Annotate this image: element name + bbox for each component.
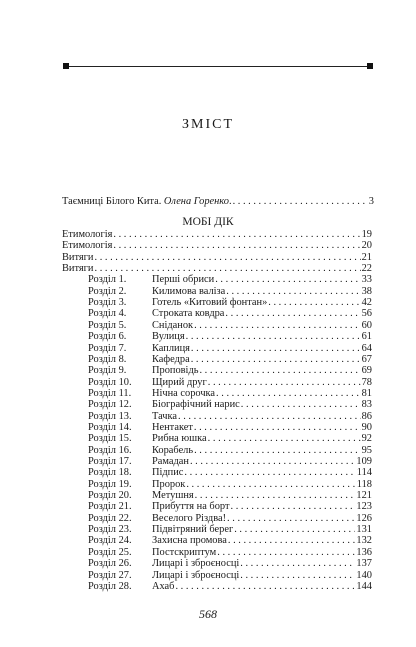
chapter-number: Розділ 8. (88, 353, 127, 365)
leader-dots (240, 558, 355, 570)
toc-entry-label: Витяги (62, 251, 94, 263)
page-title: ЗМІСТ (181, 117, 234, 132)
leader-dots (234, 524, 355, 536)
toc-chapter-entry[interactable] (88, 479, 372, 491)
chapter-number: Розділ 25. (88, 546, 132, 558)
chapter-number: Розділ 20. (88, 490, 132, 502)
leader-dots (194, 422, 361, 434)
leader-dots (113, 240, 360, 252)
toc-chapter-entry[interactable] (88, 331, 372, 343)
toc-chapter-entry[interactable] (88, 513, 372, 525)
chapter-page: 126 (356, 512, 372, 524)
leader-dots (113, 229, 360, 241)
chapter-title: Нічна сорочка (152, 387, 216, 399)
toc-chapter-entry[interactable] (88, 365, 372, 377)
chapter-page: 33 (361, 274, 372, 286)
chapter-title: Строката ковдра (152, 308, 225, 320)
toc-entry[interactable] (62, 229, 372, 241)
chapter-page: 137 (356, 558, 372, 570)
chapter-page: 60 (361, 319, 372, 331)
leader-dots (194, 320, 361, 332)
toc-intro-entry[interactable] (62, 196, 374, 208)
toc-chapter-entry[interactable] (88, 524, 372, 536)
leader-dots (199, 365, 360, 377)
chapter-number: Розділ 11. (88, 387, 132, 399)
chapter-number: Розділ 12. (88, 399, 132, 411)
chapter-title: Захисна промова (152, 535, 227, 547)
chapter-page: 69 (361, 365, 372, 377)
chapter-title: Корабель (152, 444, 194, 456)
section-title: МОБІ ДІК (182, 216, 234, 228)
chapter-title: Нентакет (152, 421, 193, 433)
chapter-title: Постскриптум (152, 546, 217, 558)
chapter-number: Розділ 24. (88, 535, 132, 547)
chapter-title: Лицарі і зброєносці (152, 569, 240, 581)
chapter-number: Розділ 2. (88, 285, 127, 297)
chapter-title: Кафедра (152, 353, 190, 365)
chapter-page: 131 (356, 524, 372, 536)
toc-entry[interactable] (62, 240, 372, 252)
intro-page: 3 (368, 196, 374, 207)
leader-dots (241, 399, 361, 411)
chapter-number: Розділ 18. (88, 467, 132, 479)
toc-chapter-entry[interactable] (88, 297, 372, 309)
toc-entry-page: 20 (361, 240, 372, 252)
leader-dots (175, 581, 355, 593)
leader-dots (215, 274, 360, 286)
toc-chapter-entry[interactable] (88, 501, 372, 513)
toc-chapter-entry[interactable] (88, 377, 372, 389)
toc-chapter-entry[interactable] (88, 535, 372, 547)
toc-chapter-entry[interactable] (88, 467, 372, 479)
chapter-title: Підпис (152, 467, 184, 479)
toc-entry[interactable] (62, 252, 372, 264)
chapter-number: Розділ 6. (88, 331, 127, 343)
chapter-page: 136 (356, 546, 372, 558)
chapter-number: Розділ 3. (88, 297, 127, 309)
toc-chapter-entry[interactable] (88, 570, 372, 582)
chapter-number: Розділ 17. (88, 456, 132, 467)
chapter-title: Рамадан (152, 456, 189, 467)
leader-dots (208, 377, 361, 389)
leader-dots (186, 331, 361, 343)
chapter-title: Біографічний нарис (152, 399, 240, 411)
chapter-number: Розділ 16. (88, 444, 132, 456)
chapter-page: 38 (361, 285, 372, 297)
chapter-page: 140 (356, 569, 372, 581)
leader-dots (95, 252, 361, 264)
toc-chapter-entry[interactable] (88, 320, 372, 332)
leader-dots (216, 388, 361, 400)
leader-dots (228, 535, 356, 547)
chapter-number: Розділ 4. (88, 308, 127, 320)
chapter-number: Розділ 9. (88, 365, 127, 377)
leader-dots (208, 433, 361, 445)
leader-dots (186, 479, 355, 491)
chapter-number: Розділ 5. (88, 319, 127, 331)
chapter-page: 109 (356, 456, 372, 467)
leader-dots (95, 263, 361, 275)
chapter-title: Проповідь (152, 365, 199, 377)
toc-chapter-entry[interactable] (88, 343, 372, 355)
leader-dots (227, 513, 355, 525)
leader-dots (191, 343, 361, 355)
chapter-number: Розділ 26. (88, 558, 132, 570)
toc-chapter-entry[interactable] (88, 433, 372, 445)
toc-entry-page: 21 (361, 251, 372, 263)
toc-chapter-entry[interactable] (88, 581, 372, 593)
leader-dots (225, 308, 360, 320)
chapter-number: Розділ 22. (88, 512, 132, 524)
toc-chapter-entry[interactable] (88, 422, 372, 434)
chapter-title: Лицарі і зброєносці (152, 558, 240, 570)
leader-dots (240, 570, 355, 582)
chapter-page: 114 (356, 467, 372, 479)
chapter-title: Підвітряний берег (152, 524, 234, 536)
chapter-number: Розділ 1. (88, 274, 127, 286)
chapter-title: Каплиця (152, 342, 190, 354)
chapter-page: 81 (361, 387, 372, 399)
leader-dots (217, 547, 355, 559)
chapter-title: Щирий друг (152, 376, 207, 388)
chapter-page: 61 (361, 331, 372, 343)
leader-dots (195, 490, 356, 502)
chapter-number: Розділ 7. (88, 342, 127, 354)
leader-dots (184, 467, 355, 479)
toc-chapter-entry[interactable] (88, 558, 372, 570)
chapter-title: Пророк (152, 478, 186, 490)
chapter-page: 67 (361, 353, 372, 365)
chapter-title: Веселого Різдва! (152, 512, 227, 524)
header-square-left (63, 63, 69, 69)
chapter-page: 78 (361, 376, 372, 388)
chapter-title: Тачка (152, 410, 178, 422)
leader-dots (191, 354, 361, 366)
chapter-title: Готель «Китовий фонтан» (152, 297, 268, 309)
toc-entry-label: Витяги (62, 263, 94, 275)
page-folio: 568 (199, 607, 217, 621)
chapter-page: 86 (361, 410, 372, 422)
toc-chapter-entry[interactable] (88, 456, 372, 468)
toc-chapter-entry[interactable] (88, 411, 372, 423)
chapter-page: 123 (356, 501, 372, 513)
chapter-page: 64 (361, 342, 372, 354)
chapter-page: 118 (356, 478, 372, 490)
chapter-number: Розділ 19. (88, 478, 132, 490)
chapter-page: 92 (361, 433, 372, 445)
chapter-title: Килимова валіза (152, 285, 226, 297)
toc-chapter-entry[interactable] (88, 388, 372, 400)
chapter-title: Метушня (152, 490, 194, 502)
leader-dots (226, 286, 360, 298)
chapter-title: Рибна юшка (152, 433, 207, 445)
leader-dots (178, 411, 361, 423)
chapter-number: Розділ 27. (88, 569, 132, 581)
chapter-number: Розділ 21. (88, 501, 132, 513)
toc-chapter-entry[interactable] (88, 547, 372, 559)
toc-entry-page: 22 (361, 263, 372, 275)
chapter-number: Розділ 14. (88, 421, 132, 433)
leader-dots (190, 456, 355, 468)
chapter-page: 95 (361, 444, 372, 456)
toc-chapter-entry[interactable] (88, 399, 372, 411)
toc-entry-label: Етимологія (62, 240, 113, 252)
leader-dots (268, 297, 360, 309)
leader-dots (194, 445, 361, 457)
chapter-number: Розділ 15. (88, 433, 132, 445)
toc-chapter-entry[interactable] (88, 354, 372, 366)
chapter-title: Перші обриси (152, 274, 215, 286)
chapter-title: Прибуття на борт (152, 501, 230, 513)
chapter-page: 42 (361, 297, 372, 309)
chapter-page: 132 (356, 535, 372, 547)
intro-author-suffix: . (228, 196, 232, 207)
leader-dots (233, 196, 368, 208)
toc-chapter-entry[interactable] (88, 490, 372, 502)
header-square-right (367, 63, 373, 69)
chapter-number: Розділ 23. (88, 524, 132, 536)
intro-title: Таємниці Білого Кита. (62, 196, 164, 207)
header-rule (66, 66, 370, 67)
chapter-page: 90 (361, 421, 372, 433)
toc-entry[interactable] (62, 263, 372, 275)
chapter-number: Розділ 28. (88, 580, 132, 592)
toc-chapter-entry[interactable] (88, 445, 372, 457)
chapter-page: 121 (356, 490, 372, 502)
toc-chapter-entry[interactable] (88, 286, 372, 298)
chapter-page: 144 (356, 580, 372, 592)
toc-entry-page: 19 (361, 229, 372, 240)
toc-chapter-entry[interactable] (88, 308, 372, 320)
toc-chapter-entry[interactable] (88, 274, 372, 286)
chapter-page: 56 (361, 308, 372, 320)
leader-dots (231, 501, 356, 513)
intro-author: Олена Горенко (163, 196, 229, 207)
chapter-page: 83 (361, 399, 372, 411)
toc-entry-label: Етимологія (62, 229, 113, 240)
chapter-title: Ахаб (152, 580, 175, 592)
chapter-title: Вулиця (152, 331, 185, 343)
chapter-number: Розділ 13. (88, 410, 132, 422)
chapter-title: Сніданок (152, 319, 194, 331)
chapter-number: Розділ 10. (88, 376, 132, 388)
